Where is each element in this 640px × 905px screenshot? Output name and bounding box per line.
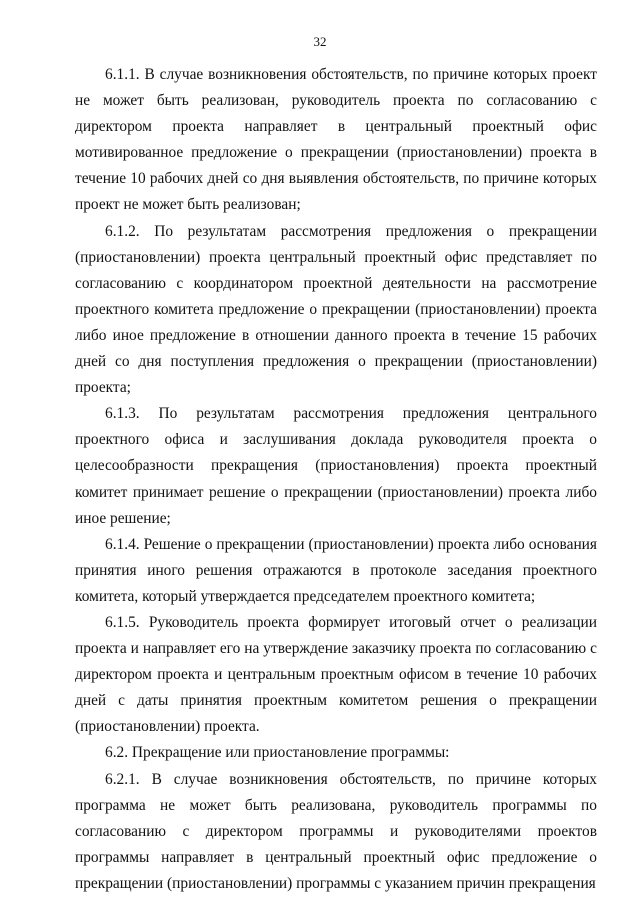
paragraph-6-1-5: 6.1.5. Руководитель проекта формирует итоговый отчет о реализации проекта и направляет его на утверждение заказчику проекта по согласованию с директором проекта и центральным проектным офисом в течение 10 рабочих дней с даты принятия проектным комитетом решения о прекращении (приостановлении) проекта. bbox=[75, 613, 597, 736]
paragraph-6-1-4: 6.1.4. Решение о прекращении (приостановлении) проекта либо основания принятия иного решения отражаются в протоколе заседания проектного комитета, который утверждается председателем проектного комитета; bbox=[75, 535, 597, 605]
page-number: 32 bbox=[313, 34, 327, 49]
paragraph-6-1-3: 6.1.3. По результатам рассмотрения предложения центрального проектного офиса и заслушивания доклада руководителя проекта о целесообразности прекращения (приостановления) проекта проектный комитет принимает решение о прекращении (приостановлении) проекта либо иное решение; bbox=[75, 405, 597, 527]
document-body bbox=[75, 62, 597, 897]
paragraph-6-2: 6.2. Прекращение или приостановление программы: bbox=[105, 744, 450, 762]
paragraph-6-1-1: 6.1.1. В случае возникновения обстоятельств, по причине которых проект не может быть реализован, руководитель проекта по согласованию с директором проекта направляет в центральный проектный офис мотивированное предложение о прекращении (приостановлении) проекта в течение 10 рабочих дней со дня выявления обстоятельств, по причине которых проект не может быть реализован; bbox=[75, 66, 597, 214]
paragraph-6-2-1: 6.2.1. В случае возникновения обстоятельств, по причине которых программа не может быть реализована, руководитель программы по согласованию с директором программы и руководителями проектов программы направляет в центральный проектный офис предложение о прекращении (приостановлении) программы с указанием причин прекращения bbox=[75, 770, 597, 892]
paragraph-6-1-2: 6.1.2. По результатам рассмотрения предложения о прекращении (приостановлении) проекта центральный проектный офис представляет по согласованию с координатором проектной деятельности на рассмотрение проектного комитета предложение о прекращении (приостановлении) проекта либо иное предложение в отношении данного проекта в течение 15 рабочих дней со дня поступления предложения о прекращении (приостановлении) проекта; bbox=[75, 222, 597, 397]
